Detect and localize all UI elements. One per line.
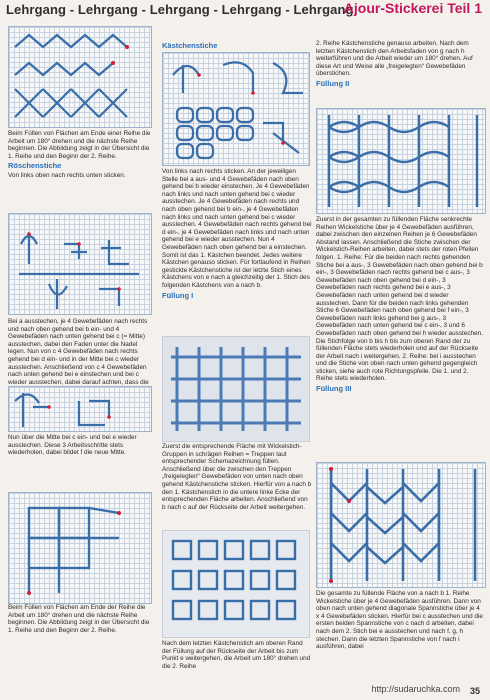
column-3-text-b <box>316 216 484 395</box>
paragraph: Von links nach rechts sticken. An der jeweiligen Stelle bei a aus- und 4 Gewebefäden nach oben gehend bei b wieder einstechen. Je 4 Gewebefäden nach links und nach unten gehend bei c wieder ausstechen. Je 4 Gewebefäden nach rechts und nach oben gehend bei b ein-, je 4 Gewebefäden nach links und nach unten gehend bei c wieder ausstechen. 4 Gewebefäden nach rechts gehend bei d ein-, je 4 Gewebefäden nach links und nach unten gehend bei e wieder ausstechen. Nun 4 Gewebefäden nach oben gehend bei a einstechen. Somit ist das 1. Kästchen beendet. Jedes weitere Kästchen genauso sticken. Für fortlaufend in Reihen gestickte Kästchenstiche ist der letzte Stich eines Kästchens von e nach a gleichzeitig der 1. Stich des folgenden Kästchens von a nach b. <box>162 168 312 289</box>
fuellung-2-diagram <box>316 108 486 214</box>
fuellung-3-diagram <box>316 462 486 588</box>
kaestchen-fill-photo <box>162 530 310 638</box>
column-3-text-a <box>316 40 484 90</box>
column-2-text-c <box>162 640 312 672</box>
paragraph: Von links oben nach rechts unten sticken. <box>8 171 126 179</box>
fuellung-1-photo <box>162 336 310 442</box>
column-2-text-b <box>162 443 312 513</box>
watermark-url: http://sudaruchka.com <box>371 684 460 694</box>
paragraph: Bei a ausstechen, je 4 Gewebefäden nach rechts und nach oben gehend bei b ein- und 4 Gewebefäden nach unten gehend bei c (= Mitte) ausstechen, dabei den Faden unter die Nadel legen. Nun von c 4 Gewebefäden nach rechts gehend bei d ein- und in der Mitte bei c wieder ausstechen. Anschließend von c 4 Gewebefäden nach unten gehend bei e einstechen und bei c wieder ausstechen, dabei darauf achten, dass die <box>8 318 149 386</box>
kaestchen-diagram <box>162 52 310 166</box>
roeschen-diagram <box>8 213 152 315</box>
section-heading-fuellung-3: Füllung III <box>316 384 352 394</box>
paragraph: Beim Füllen von Flächen am Ende einer Reihe die Arbeit um 180° drehen und die nächste Reihe beginnen. Die Abbildung zeigt in der Übersicht die 1. Reihe und den Beginn der 2. Reihe. <box>8 130 151 160</box>
paragraph: Nach dem letzten Kästchenstich am oberen Rand der Füllung auf der Rückseite der Arbeit bis zum Punkt e weitergehen, die Arbeit um 180° drehen und die 2. Reihe <box>162 640 311 670</box>
section-heading-fuellung-1: Füllung I <box>162 290 194 300</box>
column-1-text-c <box>8 434 153 459</box>
section-heading-roeschen: Röschenstiche <box>8 161 62 171</box>
paragraph: Beim Füllen von Flächen am Ende der Reihe die Arbeit um 180° drehen und die nächste Reihe beginnen. Die Abbildung zeigt in der Übersicht die 1. Reihe und den Beginn der 2. Reihe. <box>8 604 150 634</box>
column-3-text-c <box>316 590 484 653</box>
paragraph: Zuerst in der gesamten zu füllenden Fläche senkrechte Reihen Wickelstiche über je 4 Gewebefäden ausführen, dabei zwischen den einzelnen Reihen je 6 Gewebefäden Abstand lassen. Anschließend die Stiche zwischen der Wickelstich-Reihen arbeiten, dabei stets der roten Pfeilen folgen. 1. Reihe: Für die beiden nach rechts gehenden Stiche bei a aus-, 3 Gewebefäden nach oben gehend bei b ein-, 3 Gewebefäden nach rechts gehend bei c aus-, 3 Gewebefäden nach oben gehend bei d ein-, 3 Gewebefäden nach rechts gehend bei e aus-, 3 Gewebefäden nach unten gehend bei d wieder ausstechen. Dann für die beiden nach links gehenden Stiche 6 Gewebefäden nach oben gehend bei f ein-, 3 Gewebefäden nach links gehend bei g aus-, 3 Gewebefäden nach unten gehend bei c ein-, 3 und 6 Gewebefäden nach oben gehend bei h wieder ausstechen. Die Stichfolge von b bis h bis zum oberen Rand der zu füllenden Fläche stets wiederholen und auf der Rückseite der Arbeit nach i weitergehen. 2. Reihe: bei i ausstechen und die Stiche von oben nach unten gehend gegengleich sticken, siehe auch rote Richtungspfeile. Die 1. und 2. Reihe stets wiederholen. <box>316 216 483 383</box>
page-header <box>0 0 490 20</box>
paragraph: Zuerst die entsprechende Fläche mit Wickelstich-Gruppen in schrägen Reihen = Treppen laut entsprechender Schemazeichnung füllen. Anschließend über die zwischen den Treppen „freigelegten“ Gewebefäden von unten nach oben gehend Kästchenstiche sticken. Hierfür von a nach b den 1. Kästchenstich in die untere linke Ecke der entsprechenden Fläche arbeiten. Anschließend von b nach c auf der Rückseite der Arbeit weitergehen. <box>162 443 312 511</box>
column-2-text-a <box>162 168 312 301</box>
section-heading-fuellung-2: Füllung II <box>316 78 350 88</box>
column-2-heading <box>162 40 310 52</box>
column-1-text-d <box>8 604 153 636</box>
section-heading-kaestchen: Kästchenstiche <box>162 41 218 50</box>
column-1-text-a <box>8 130 153 182</box>
roeschen-overview-diagram <box>8 492 152 604</box>
roeschen-diagram-2 <box>8 386 152 432</box>
lehrgang-banner: Lehrgang - Lehrgang - Lehrgang - Lehrgang - Lehrgang <box>6 2 354 17</box>
page-number: 35 <box>469 686 480 696</box>
paragraph: 2. Reihe Kästchenstiche genauso arbeiten. Nach dem letzten Kästchenstich den Arbeitsfaden von g nach h weiterführen und die Arbeit wieder um 180° drehen. Auf diese Art und Weise alle „freigelegten“ Gewebefäden überstichen. <box>316 40 473 78</box>
paragraph: Die gesamte zu füllende Fläche von a nach b 1. Reihe Wickelstiche über je 4 Gewebefäden ausführen. Dann von oben nach unten gehend diagonale Spannstiche über je 4 x 4 Gewebefäden sticken. Hierfür bei c ausstechen und die ersten beiden Spannstiche von c nach d arbeiten, dabei nach dem 2. Stich bei e ausstechen und nach f, g, h stechen. Dann die letzten Spannstiche von f nach i ausführen, dabei <box>316 590 483 651</box>
intro-diagram <box>8 26 152 128</box>
page-title: Ajour-Stickerei Teil 1 <box>343 0 482 16</box>
paragraph: Nun über die Mitte bei c ein- und bei e wieder ausstechen. Diese 3 Arbeitsschritte stets wiederholen, dabei bildet f die neue Mitte. <box>8 434 137 457</box>
